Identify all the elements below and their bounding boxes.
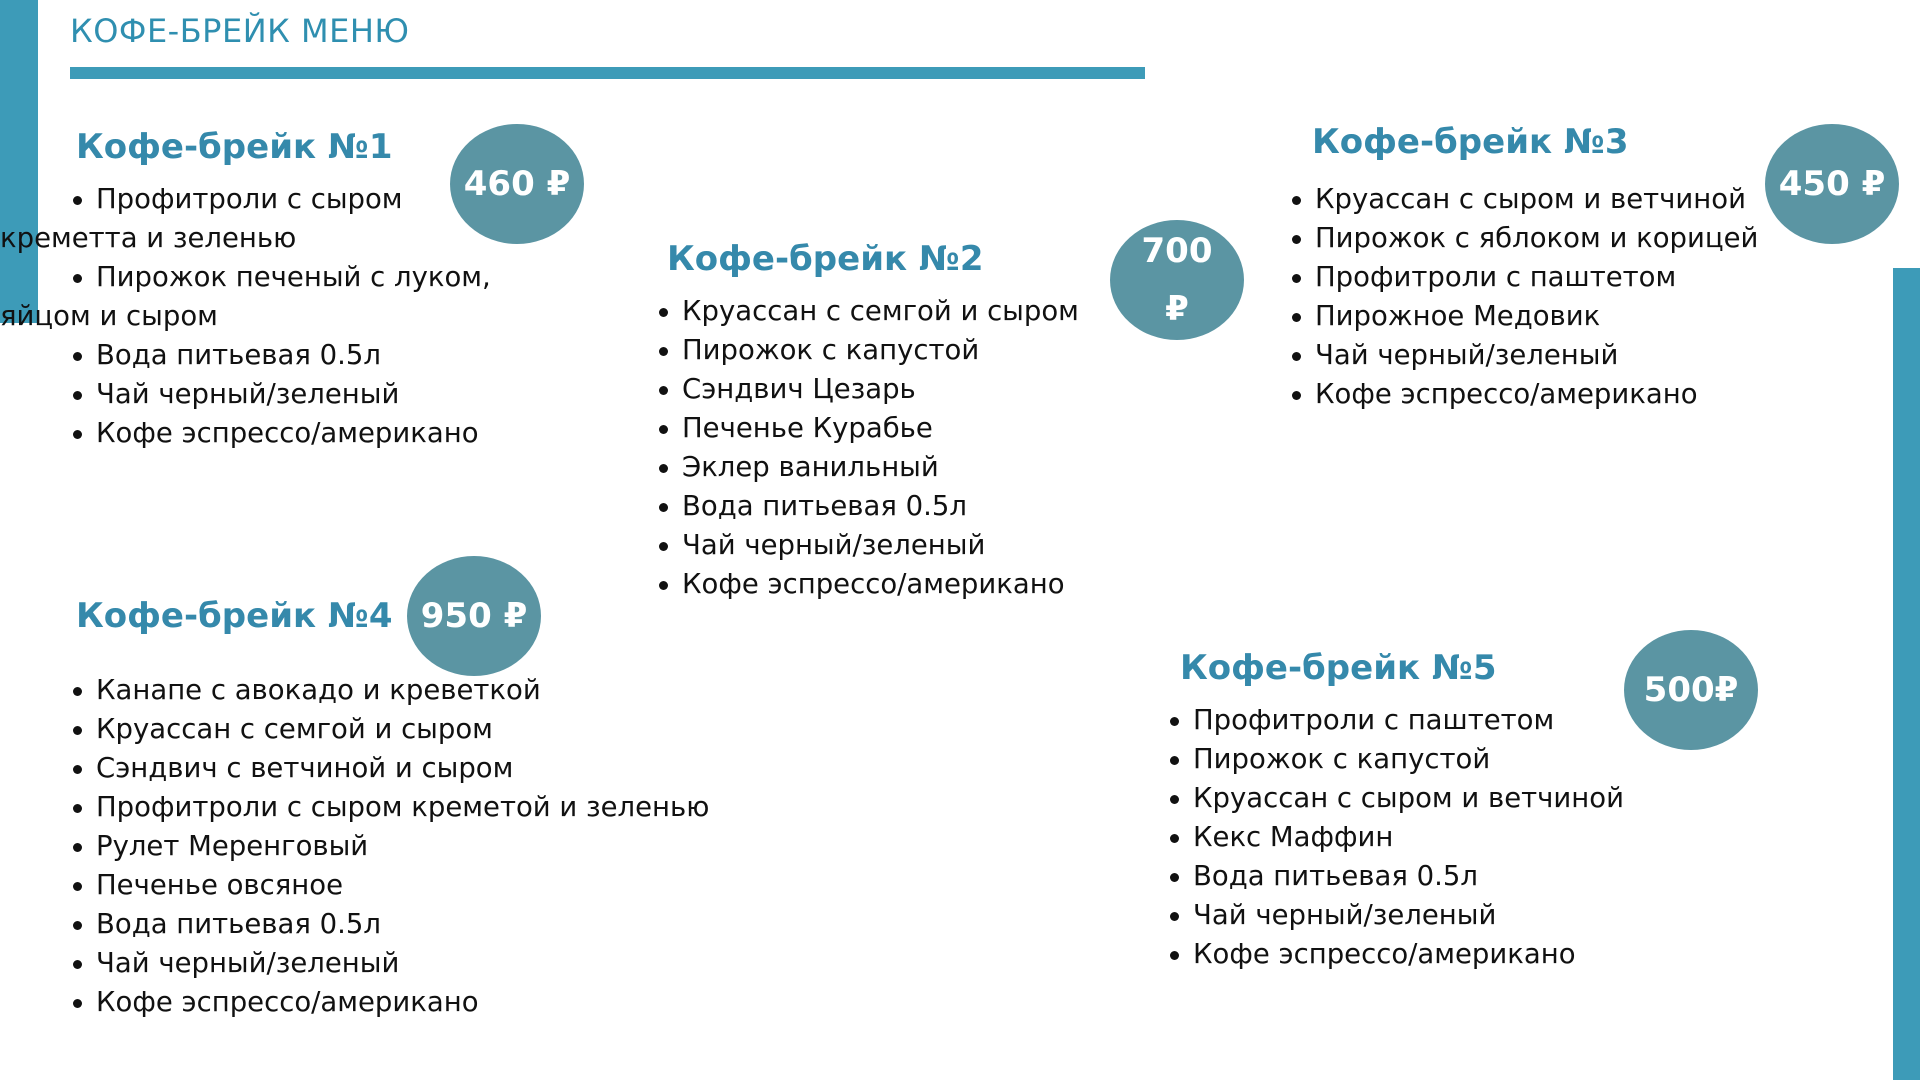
list-item: Круассан с сыром и ветчиной [1267,180,1758,219]
list-item: Рулет Меренговый [48,827,709,866]
list-item: Пирожок с капустой [1145,740,1624,779]
coffee-break-3-price: 450 ₽ [1765,124,1899,244]
list-item: Печенье Курабье [634,409,1079,448]
list-item: Чай черный/зеленый [48,944,709,983]
list-item: Профитроли с паштетом [1145,701,1624,740]
list-item: Вода питьевая 0.5л [48,336,491,375]
list-item: Круассан с семгой и сыром [634,292,1079,331]
list-item: Кофе эспрессо/американо [48,414,491,453]
coffee-break-5-items [1145,701,1624,974]
list-item: Печенье овсяное [48,866,709,905]
list-item: Круассан с семгой и сыром [48,710,709,749]
coffee-break-4-price: 950 ₽ [407,556,541,676]
list-item: Круассан с сыром и ветчиной [1145,779,1624,818]
coffee-break-2-price: 700 ₽ [1110,220,1244,340]
list-item [0,180,491,258]
list-item: Вода питьевая 0.5л [634,487,1079,526]
list-item: Чай черный/зеленый [48,375,491,414]
list-item: Вода питьевая 0.5л [1145,857,1624,896]
list-item: Чай черный/зеленый [1267,336,1758,375]
coffee-break-1-price: 460 ₽ [450,124,584,244]
list-item: Чай черный/зеленый [1145,896,1624,935]
list-item: Вода питьевая 0.5л [48,905,709,944]
coffee-break-2-title: Кофе-брейк №2 [667,239,984,279]
page-title: КОФЕ-БРЕЙК МЕНЮ [70,12,410,50]
left-accent-bar [0,0,38,323]
list-item-text: Профитроли с сыром [96,183,403,215]
list-item: Чай черный/зеленый [634,526,1079,565]
coffee-break-4-title: Кофе-брейк №4 [76,596,393,636]
coffee-break-3-items [1267,180,1758,414]
list-item: Кофе эспрессо/американо [48,983,709,1022]
list-item: Кофе эспрессо/американо [1145,935,1624,974]
list-item: Кекс Маффин [1145,818,1624,857]
list-item: Кофе эспрессо/американо [634,565,1079,604]
list-item-text-cont: креметта и зеленью [0,222,297,254]
list-item: Кофе эспрессо/американо [1267,375,1758,414]
list-item: Сэндвич Цезарь [634,370,1079,409]
right-accent-bar [1893,268,1920,1080]
list-item [0,258,491,336]
list-item-text: Пирожок печеный с луком, [96,261,491,293]
list-item: Пирожок с капустой [634,331,1079,370]
coffee-break-3-title: Кофе-брейк №3 [1312,122,1629,162]
coffee-break-1-items [0,180,491,453]
list-item: Профитроли с паштетом [1267,258,1758,297]
list-item-text-cont: яйцом и сыром [0,300,218,332]
coffee-break-5-title: Кофе-брейк №5 [1180,648,1497,688]
list-item: Сэндвич с ветчиной и сыром [48,749,709,788]
title-underline [70,67,1145,79]
coffee-break-4-items [48,671,709,1022]
list-item: Эклер ванильный [634,448,1079,487]
list-item: Канапе с авокадо и креветкой [48,671,709,710]
list-item: Профитроли с сыром креметой и зеленью [48,788,709,827]
list-item: Пирожное Медовик [1267,297,1758,336]
coffee-break-2-items [634,292,1079,604]
coffee-break-5-price: 500₽ [1624,630,1758,750]
coffee-break-1-title: Кофе-брейк №1 [76,127,393,167]
list-item: Пирожок с яблоком и корицей [1267,219,1758,258]
